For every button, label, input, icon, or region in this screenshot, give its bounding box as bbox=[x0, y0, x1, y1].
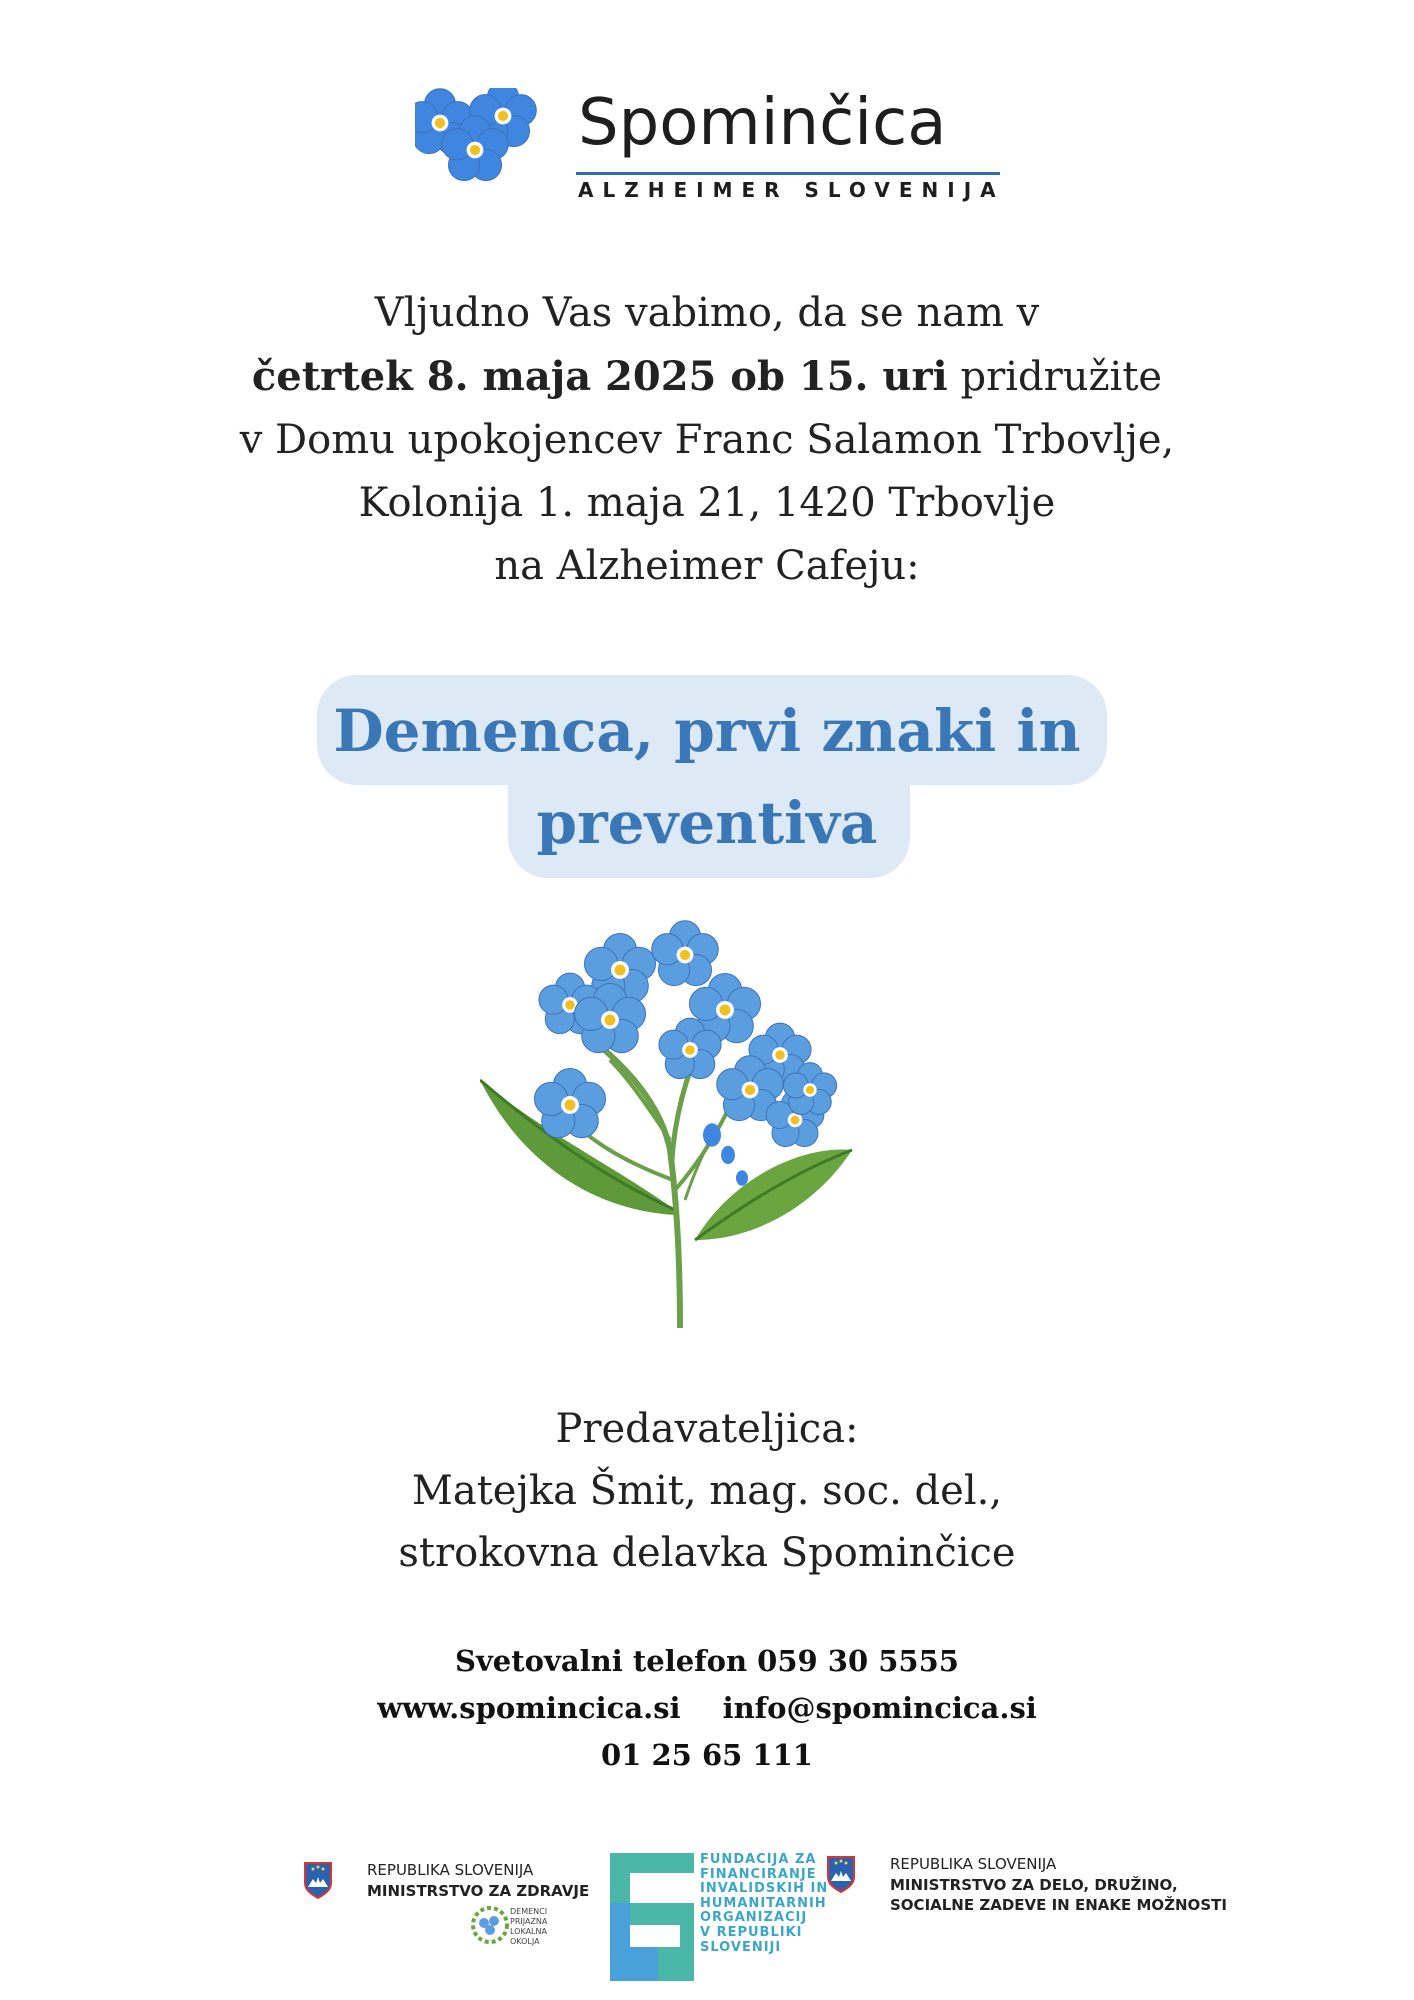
fund-name-line: SLOVENIJI bbox=[700, 1939, 782, 1955]
fund-name-line: FINANCIRANJE bbox=[700, 1866, 817, 1882]
ministry-labour-line-1: REPUBLIKA SLOVENIJA bbox=[890, 1855, 1057, 1873]
ministry-labour-line-3: SOCIALNE ZADEVE IN ENAKE MOŽNOSTI bbox=[890, 1896, 1227, 1914]
invitation-line-2 bbox=[0, 345, 1414, 409]
speaker-role: strokovna delavka Spominčice bbox=[398, 1530, 1016, 1576]
slovenia-crest-icon bbox=[826, 1855, 856, 1893]
dementia-friendly-line: PRIJAZNA bbox=[510, 1917, 548, 1926]
invitation-address: Kolonija 1. maja 21, 1420 Trbovlje bbox=[358, 480, 1056, 526]
event-title-line-1: Demenca, prvi znaki in bbox=[333, 697, 1081, 765]
dementia-friendly-text bbox=[510, 1907, 547, 1947]
ministry-labour-line-2: MINISTRSTVO ZA DELO, DRUŽINO, bbox=[890, 1876, 1178, 1894]
invitation-line-3: v Domu upokojencev Franc Salamon Trbovlje, bbox=[239, 417, 1175, 463]
event-title-line-2: preventiva bbox=[536, 789, 878, 857]
fund-logo-icon bbox=[610, 1853, 694, 1981]
ministry-health-line-2: MINISTRSTVO ZA ZDRAVJE bbox=[367, 1882, 590, 1900]
ministry-labour-name bbox=[890, 1875, 1227, 1915]
fund-name-line: V REPUBLIKI bbox=[700, 1924, 803, 1940]
ministry-health-line-1: REPUBLIKA SLOVENIJA bbox=[367, 1861, 534, 1879]
invitation-line-1: Vljudno Vas vabimo, da se nam v bbox=[374, 290, 1040, 336]
event-title bbox=[0, 685, 1414, 869]
fund-name-line: HUMANITARNIH bbox=[700, 1895, 827, 1911]
invitation-join: pridružite bbox=[947, 354, 1163, 400]
fund-name bbox=[700, 1853, 828, 1955]
contact-block bbox=[0, 1638, 1414, 1779]
dementia-friendly-line: LOKALNA bbox=[510, 1927, 547, 1936]
email-link[interactable]: info@spomincica.si bbox=[722, 1691, 1037, 1725]
fund-name-line: INVALIDSKIH IN bbox=[700, 1881, 829, 1897]
speaker-label: Predavateljica: bbox=[555, 1406, 859, 1452]
dementia-friendly-line: OKOLJA bbox=[510, 1937, 540, 1946]
website-link[interactable]: www.spomincica.si bbox=[377, 1691, 681, 1725]
fund-name-line: ORGANIZACIJ bbox=[700, 1910, 808, 1926]
dementia-friendly-icon bbox=[470, 1905, 510, 1945]
invitation-line-5: na Alzheimer Cafeju: bbox=[494, 543, 920, 589]
invitation-text bbox=[0, 282, 1414, 598]
logo-subtitle: ALZHEIMER SLOVENIJA bbox=[578, 178, 1005, 202]
counseling-phone: Svetovalni telefon 059 30 5555 bbox=[455, 1644, 959, 1678]
dementia-friendly-line: DEMENCI bbox=[510, 1907, 548, 1916]
logo-wordmark: Spominčica bbox=[578, 86, 947, 160]
forget-me-not-illustration-icon bbox=[480, 910, 880, 1330]
speaker-block bbox=[0, 1398, 1414, 1584]
logo-divider bbox=[576, 172, 1000, 175]
event-date: četrtek 8. maja 2025 ob 15. uri bbox=[251, 353, 948, 400]
fund-name-line: FUNDACIJA ZA bbox=[700, 1852, 817, 1867]
speaker-name: Matejka Šmit, mag. soc. del., bbox=[411, 1468, 1003, 1514]
office-phone: 01 25 65 111 bbox=[601, 1738, 813, 1772]
slovenia-crest-icon bbox=[303, 1861, 333, 1899]
contact-web-email bbox=[0, 1685, 1414, 1732]
